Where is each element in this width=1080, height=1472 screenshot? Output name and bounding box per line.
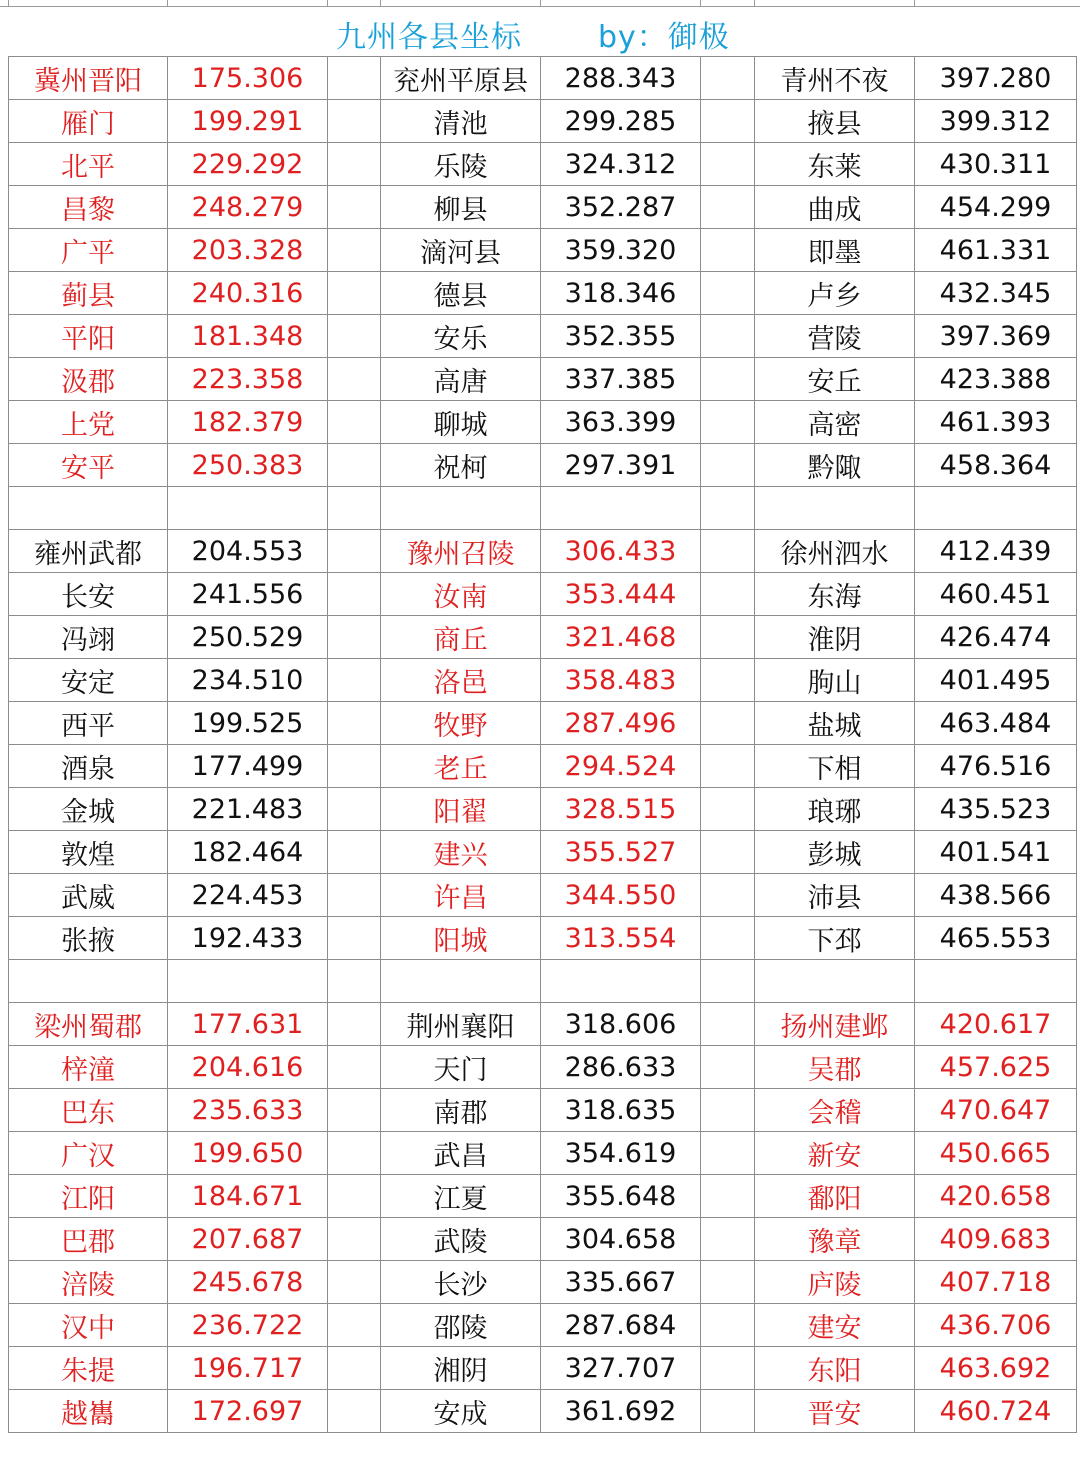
county-name-cell: 豫州召陵	[381, 530, 541, 573]
county-name-cell: 梓潼	[9, 1046, 168, 1089]
county-name-cell: 阳城	[381, 917, 541, 960]
coordinate-cell: 203.328	[168, 229, 328, 272]
coordinate-cell: 457.625	[915, 1046, 1077, 1089]
empty-cell	[701, 530, 755, 573]
table-row	[9, 917, 1077, 960]
table-row	[9, 186, 1077, 229]
coordinate-cell: 245.678	[168, 1261, 328, 1304]
county-name-cell: 朱提	[9, 1347, 168, 1390]
coordinate-cell: 460.724	[915, 1390, 1077, 1433]
coordinate-cell: 240.316	[168, 272, 328, 315]
empty-cell	[328, 186, 381, 229]
county-name-cell: 荆州襄阳	[381, 1003, 541, 1046]
spacer-row	[9, 487, 1077, 530]
coordinate-cell: 248.279	[168, 186, 328, 229]
empty-cell	[328, 874, 381, 917]
coordinate-cell: 321.468	[541, 616, 701, 659]
empty-cell	[701, 1218, 755, 1261]
county-name-cell: 广平	[9, 229, 168, 272]
empty-cell	[328, 1218, 381, 1261]
county-name-cell: 老丘	[381, 745, 541, 788]
coordinate-cell: 335.667	[541, 1261, 701, 1304]
coordinate-cell: 288.343	[541, 57, 701, 100]
table-row	[9, 1390, 1077, 1433]
empty-cell	[541, 960, 701, 1003]
county-name-cell: 长安	[9, 573, 168, 616]
empty-cell	[328, 401, 381, 444]
empty-cell	[328, 702, 381, 745]
coordinate-cell: 397.280	[915, 57, 1077, 100]
empty-cell	[328, 788, 381, 831]
coordinate-cell: 361.692	[541, 1390, 701, 1433]
empty-cell	[168, 960, 328, 1003]
table-row	[9, 831, 1077, 874]
coordinate-cell: 223.358	[168, 358, 328, 401]
coordinate-cell: 199.291	[168, 100, 328, 143]
county-name-cell: 洛邑	[381, 659, 541, 702]
coordinate-cell: 458.364	[915, 444, 1077, 487]
county-name-cell: 建兴	[381, 831, 541, 874]
county-name-cell: 安乐	[381, 315, 541, 358]
coordinate-cell: 465.553	[915, 917, 1077, 960]
county-name-cell: 聊城	[381, 401, 541, 444]
coordinate-cell: 297.391	[541, 444, 701, 487]
coordinate-cell: 363.399	[541, 401, 701, 444]
county-name-cell: 柳县	[381, 186, 541, 229]
coordinate-table	[8, 56, 1077, 1433]
coordinate-cell: 177.499	[168, 745, 328, 788]
county-name-cell: 晋安	[755, 1390, 915, 1433]
table-row	[9, 1089, 1077, 1132]
coordinate-cell: 229.292	[168, 143, 328, 186]
county-name-cell: 江阳	[9, 1175, 168, 1218]
county-name-cell: 汉中	[9, 1304, 168, 1347]
county-name-cell: 牧野	[381, 702, 541, 745]
table-row	[9, 1046, 1077, 1089]
coordinate-cell: 420.658	[915, 1175, 1077, 1218]
empty-cell	[701, 831, 755, 874]
county-name-cell: 金城	[9, 788, 168, 831]
empty-cell	[328, 57, 381, 100]
coordinate-cell: 438.566	[915, 874, 1077, 917]
empty-cell	[328, 358, 381, 401]
coordinate-cell: 204.553	[168, 530, 328, 573]
empty-cell	[541, 487, 701, 530]
empty-cell	[701, 1347, 755, 1390]
county-name-cell: 邵陵	[381, 1304, 541, 1347]
county-name-cell: 平阳	[9, 315, 168, 358]
table-row	[9, 143, 1077, 186]
coordinate-cell: 359.320	[541, 229, 701, 272]
table-row	[9, 1132, 1077, 1175]
county-name-cell: 东莱	[755, 143, 915, 186]
empty-cell	[9, 960, 168, 1003]
county-name-cell: 北平	[9, 143, 168, 186]
empty-cell	[328, 573, 381, 616]
empty-cell	[701, 100, 755, 143]
table-row	[9, 1261, 1077, 1304]
county-name-cell: 涪陵	[9, 1261, 168, 1304]
table-row	[9, 1003, 1077, 1046]
county-name-cell: 阳翟	[381, 788, 541, 831]
coordinate-cell: 450.665	[915, 1132, 1077, 1175]
empty-cell	[701, 1175, 755, 1218]
county-name-cell: 高唐	[381, 358, 541, 401]
coordinate-cell: 234.510	[168, 659, 328, 702]
table-row	[9, 358, 1077, 401]
empty-cell	[701, 874, 755, 917]
empty-cell	[701, 1132, 755, 1175]
coordinate-cell: 224.453	[168, 874, 328, 917]
empty-cell	[381, 960, 541, 1003]
coordinate-cell: 430.311	[915, 143, 1077, 186]
empty-cell	[328, 1175, 381, 1218]
coordinate-cell: 236.722	[168, 1304, 328, 1347]
empty-cell	[701, 487, 755, 530]
coordinate-cell: 470.647	[915, 1089, 1077, 1132]
table-row	[9, 788, 1077, 831]
county-name-cell: 扬州建邺	[755, 1003, 915, 1046]
coordinate-cell: 184.671	[168, 1175, 328, 1218]
table-row	[9, 1175, 1077, 1218]
county-name-cell: 清池	[381, 100, 541, 143]
empty-cell	[328, 1046, 381, 1089]
county-name-cell: 武陵	[381, 1218, 541, 1261]
county-name-cell: 上党	[9, 401, 168, 444]
empty-cell	[168, 487, 328, 530]
table-row	[9, 573, 1077, 616]
empty-cell	[328, 315, 381, 358]
county-name-cell: 建安	[755, 1304, 915, 1347]
coordinate-cell: 401.495	[915, 659, 1077, 702]
empty-cell	[381, 487, 541, 530]
table-row	[9, 745, 1077, 788]
table-row	[9, 1347, 1077, 1390]
coordinate-cell: 172.697	[168, 1390, 328, 1433]
coordinate-cell: 461.393	[915, 401, 1077, 444]
county-name-cell: 高密	[755, 401, 915, 444]
coordinate-cell: 192.433	[168, 917, 328, 960]
coordinate-cell: 204.616	[168, 1046, 328, 1089]
empty-cell	[328, 960, 381, 1003]
empty-cell	[328, 1390, 381, 1433]
empty-cell	[701, 229, 755, 272]
coordinate-cell: 399.312	[915, 100, 1077, 143]
county-name-cell: 营陵	[755, 315, 915, 358]
empty-cell	[328, 1347, 381, 1390]
coordinate-cell: 181.348	[168, 315, 328, 358]
sheet-footer	[0, 1431, 1080, 1472]
coordinate-cell: 241.556	[168, 573, 328, 616]
empty-cell	[701, 573, 755, 616]
county-name-cell: 巴郡	[9, 1218, 168, 1261]
county-name-cell: 商丘	[381, 616, 541, 659]
coordinate-cell: 287.496	[541, 702, 701, 745]
coordinate-cell: 287.684	[541, 1304, 701, 1347]
coordinate-cell: 175.306	[168, 57, 328, 100]
coordinate-cell: 250.383	[168, 444, 328, 487]
county-name-cell: 天门	[381, 1046, 541, 1089]
coordinate-cell: 352.355	[541, 315, 701, 358]
empty-cell	[328, 831, 381, 874]
county-name-cell: 酒泉	[9, 745, 168, 788]
coordinate-cell: 294.524	[541, 745, 701, 788]
coordinate-cell: 454.299	[915, 186, 1077, 229]
county-name-cell: 冀州晋阳	[9, 57, 168, 100]
county-name-cell: 祝柯	[381, 444, 541, 487]
empty-cell	[328, 100, 381, 143]
county-name-cell: 卢乡	[755, 272, 915, 315]
county-name-cell: 青州不夜	[755, 57, 915, 100]
empty-cell	[701, 272, 755, 315]
coordinate-cell: 318.635	[541, 1089, 701, 1132]
empty-cell	[328, 745, 381, 788]
coordinate-cell: 182.379	[168, 401, 328, 444]
county-name-cell: 许昌	[381, 874, 541, 917]
empty-cell	[755, 487, 915, 530]
coordinate-cell: 353.444	[541, 573, 701, 616]
county-name-cell: 东阳	[755, 1347, 915, 1390]
county-name-cell: 冯翊	[9, 616, 168, 659]
coordinate-cell: 318.346	[541, 272, 701, 315]
table-row	[9, 659, 1077, 702]
empty-cell	[328, 1304, 381, 1347]
empty-cell	[701, 1261, 755, 1304]
county-name-cell: 梁州蜀郡	[9, 1003, 168, 1046]
coordinate-cell: 352.287	[541, 186, 701, 229]
county-name-cell: 鄱阳	[755, 1175, 915, 1218]
empty-cell	[328, 272, 381, 315]
county-name-cell: 武昌	[381, 1132, 541, 1175]
county-name-cell: 雍州武都	[9, 530, 168, 573]
county-name-cell: 东海	[755, 573, 915, 616]
county-name-cell: 昌黎	[9, 186, 168, 229]
county-name-cell: 沛县	[755, 874, 915, 917]
county-name-cell: 庐陵	[755, 1261, 915, 1304]
spacer-row	[9, 960, 1077, 1003]
empty-cell	[701, 960, 755, 1003]
coordinate-cell: 306.433	[541, 530, 701, 573]
coordinate-cell: 182.464	[168, 831, 328, 874]
coordinate-cell: 235.633	[168, 1089, 328, 1132]
county-name-cell: 雁门	[9, 100, 168, 143]
coordinate-cell: 324.312	[541, 143, 701, 186]
county-name-cell: 新安	[755, 1132, 915, 1175]
county-name-cell: 即墨	[755, 229, 915, 272]
empty-cell	[701, 659, 755, 702]
empty-cell	[328, 1132, 381, 1175]
empty-cell	[701, 917, 755, 960]
coordinate-cell: 463.484	[915, 702, 1077, 745]
empty-cell	[328, 1003, 381, 1046]
table-row	[9, 100, 1077, 143]
county-name-cell: 曲成	[755, 186, 915, 229]
county-name-cell: 掖县	[755, 100, 915, 143]
empty-cell	[915, 487, 1077, 530]
empty-cell	[328, 143, 381, 186]
county-name-cell: 安成	[381, 1390, 541, 1433]
county-name-cell: 淮阴	[755, 616, 915, 659]
county-name-cell: 徐州泗水	[755, 530, 915, 573]
table-row	[9, 874, 1077, 917]
empty-cell	[701, 57, 755, 100]
empty-cell	[701, 702, 755, 745]
coordinate-cell: 476.516	[915, 745, 1077, 788]
coordinate-cell: 318.606	[541, 1003, 701, 1046]
county-name-cell: 下邳	[755, 917, 915, 960]
county-name-cell: 武威	[9, 874, 168, 917]
sheet-author: by：御极	[598, 20, 730, 55]
table-row	[9, 229, 1077, 272]
coordinate-cell: 221.483	[168, 788, 328, 831]
county-name-cell: 安定	[9, 659, 168, 702]
empty-cell	[701, 788, 755, 831]
county-name-cell: 德县	[381, 272, 541, 315]
empty-cell	[328, 616, 381, 659]
coordinate-cell: 397.369	[915, 315, 1077, 358]
county-name-cell: 敦煌	[9, 831, 168, 874]
county-name-cell: 越巂	[9, 1390, 168, 1433]
empty-cell	[328, 659, 381, 702]
county-name-cell: 汲郡	[9, 358, 168, 401]
sheet-title: 九州各县坐标	[336, 20, 522, 55]
table-row	[9, 57, 1077, 100]
county-name-cell: 彭城	[755, 831, 915, 874]
table-row	[9, 401, 1077, 444]
empty-cell	[328, 917, 381, 960]
county-name-cell: 蓟县	[9, 272, 168, 315]
empty-cell	[701, 358, 755, 401]
coordinate-cell: 463.692	[915, 1347, 1077, 1390]
coordinate-cell: 436.706	[915, 1304, 1077, 1347]
coordinate-cell: 355.527	[541, 831, 701, 874]
empty-cell	[701, 315, 755, 358]
coordinate-cell: 177.631	[168, 1003, 328, 1046]
title-row	[0, 6, 1080, 56]
empty-cell	[701, 1390, 755, 1433]
empty-cell	[701, 745, 755, 788]
county-name-cell: 南郡	[381, 1089, 541, 1132]
coordinate-cell: 412.439	[915, 530, 1077, 573]
coordinate-cell: 358.483	[541, 659, 701, 702]
coordinate-cell: 337.385	[541, 358, 701, 401]
county-name-cell: 广汉	[9, 1132, 168, 1175]
coordinate-cell: 304.658	[541, 1218, 701, 1261]
table-row	[9, 1218, 1077, 1261]
county-name-cell: 滴河县	[381, 229, 541, 272]
coordinate-cell: 354.619	[541, 1132, 701, 1175]
table-row	[9, 315, 1077, 358]
empty-cell	[701, 143, 755, 186]
coordinate-cell: 460.451	[915, 573, 1077, 616]
table-row	[9, 530, 1077, 573]
empty-cell	[328, 1089, 381, 1132]
coordinate-cell: 327.707	[541, 1347, 701, 1390]
empty-cell	[701, 1003, 755, 1046]
empty-cell	[755, 960, 915, 1003]
county-name-cell: 张掖	[9, 917, 168, 960]
coordinate-cell: 313.554	[541, 917, 701, 960]
county-name-cell: 盐城	[755, 702, 915, 745]
empty-cell	[328, 487, 381, 530]
county-name-cell: 兖州平原县	[381, 57, 541, 100]
coordinate-cell: 355.648	[541, 1175, 701, 1218]
coordinate-cell: 401.541	[915, 831, 1077, 874]
empty-cell	[701, 401, 755, 444]
coordinate-cell: 207.687	[168, 1218, 328, 1261]
county-name-cell: 吴郡	[755, 1046, 915, 1089]
coordinate-cell: 426.474	[915, 616, 1077, 659]
coordinate-cell: 199.650	[168, 1132, 328, 1175]
county-name-cell: 乐陵	[381, 143, 541, 186]
coordinate-cell: 299.285	[541, 100, 701, 143]
county-name-cell: 豫章	[755, 1218, 915, 1261]
county-name-cell: 安平	[9, 444, 168, 487]
empty-cell	[701, 616, 755, 659]
coordinate-cell: 420.617	[915, 1003, 1077, 1046]
county-name-cell: 黔陬	[755, 444, 915, 487]
coordinate-cell: 409.683	[915, 1218, 1077, 1261]
empty-cell	[701, 186, 755, 229]
empty-cell	[328, 229, 381, 272]
table-row	[9, 616, 1077, 659]
coordinate-cell: 407.718	[915, 1261, 1077, 1304]
empty-cell	[701, 1304, 755, 1347]
coordinate-cell: 461.331	[915, 229, 1077, 272]
coordinate-cell: 435.523	[915, 788, 1077, 831]
county-name-cell: 江夏	[381, 1175, 541, 1218]
county-name-cell: 长沙	[381, 1261, 541, 1304]
county-name-cell: 会稽	[755, 1089, 915, 1132]
table-row	[9, 272, 1077, 315]
empty-cell	[328, 444, 381, 487]
empty-cell	[9, 487, 168, 530]
table-row	[9, 444, 1077, 487]
coordinate-cell: 250.529	[168, 616, 328, 659]
empty-cell	[701, 1089, 755, 1132]
empty-cell	[701, 444, 755, 487]
coordinate-cell: 199.525	[168, 702, 328, 745]
county-name-cell: 安丘	[755, 358, 915, 401]
county-name-cell: 朐山	[755, 659, 915, 702]
table-row	[9, 702, 1077, 745]
county-name-cell: 琅琊	[755, 788, 915, 831]
table-row	[9, 1304, 1077, 1347]
coordinate-cell: 432.345	[915, 272, 1077, 315]
county-name-cell: 湘阴	[381, 1347, 541, 1390]
empty-cell	[915, 960, 1077, 1003]
coordinate-cell: 423.388	[915, 358, 1077, 401]
coordinate-cell: 196.717	[168, 1347, 328, 1390]
county-name-cell: 下相	[755, 745, 915, 788]
county-name-cell: 巴东	[9, 1089, 168, 1132]
empty-cell	[328, 1261, 381, 1304]
county-name-cell: 汝南	[381, 573, 541, 616]
empty-cell	[701, 1046, 755, 1089]
coordinate-cell: 286.633	[541, 1046, 701, 1089]
coordinate-cell: 344.550	[541, 874, 701, 917]
empty-cell	[328, 530, 381, 573]
coordinate-cell: 328.515	[541, 788, 701, 831]
county-name-cell: 西平	[9, 702, 168, 745]
